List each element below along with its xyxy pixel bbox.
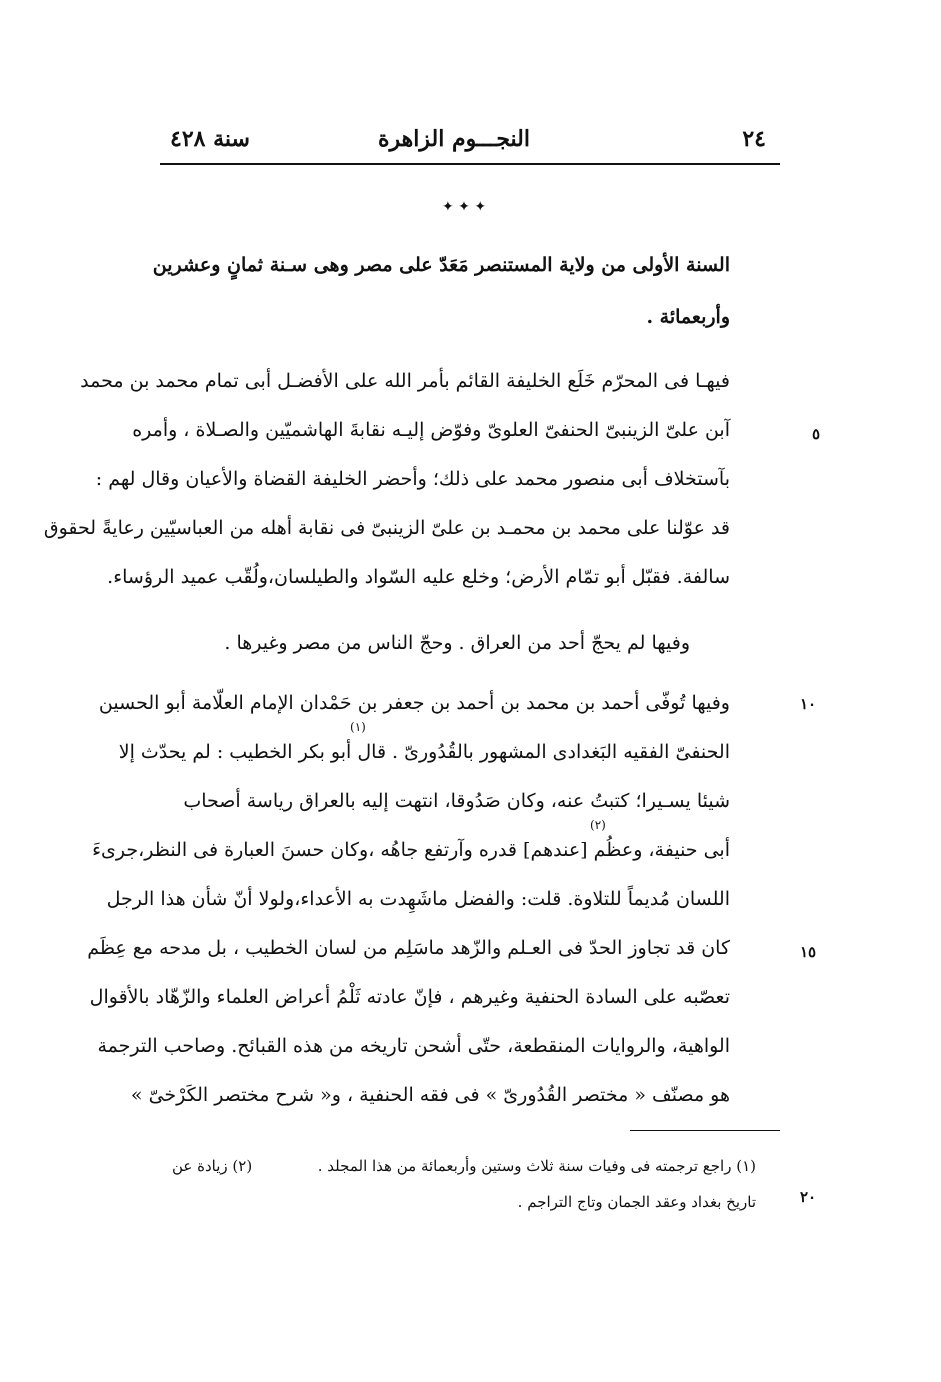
line-number-20: ٢٠ [800,1188,817,1206]
footnote-1: (١) راجع ترجمته فى وفيات سنة ثلاث وستين وأربعمائة من هذا المجلد . [317,1157,756,1175]
footnote-2-start: (٢) زيادة عن [172,1157,253,1175]
running-year: سنة ٤٢٨ [170,126,250,152]
running-title: النجـــوم الزاهرة [378,126,530,152]
running-header [160,122,780,158]
text-line: السنة الأولى من ولاية المستنصر مَعَدّ على مصر وهى سـنة ثمانٍ وعشرين [152,254,730,276]
caliph-paragraph [43,366,730,606]
footnote-rule [630,1130,780,1131]
footnote-ref-1: (١) [350,720,366,734]
text-line: وفيها لم يحجّ أحد من العراق . وحجّ الناس من مصر وغيرها . [224,632,690,654]
line-number-15: ١٥ [800,943,817,961]
text-line: الواهية، والروايات المنقطعة، حتّى أشحن تاريخه من هذه القبائح. وصاحب الترجمة [97,1035,730,1057]
text-line: قد عوّلنا على محمد بن محمـد بن علىّ الزينبىّ فى نقابة أهله من العباسيّين رعايةً لحقوق [43,517,730,539]
text-line: فيهـا فى المحرّم خَلَع الخليفة القائم بأمر الله على الأفضـل أبى تمام محمد بن محمد [80,370,730,392]
pilgrimage-paragraph [168,628,730,668]
footnote-ref-2: (٢) [590,818,606,832]
text-line: سالفة. فقبّل أبو تمّام الأرض؛ وخلع عليه السّواد والطيلسان،ولُقّب عميد الرؤساء. [107,566,730,588]
year-heading-paragraph [152,250,730,340]
text-line: الحنفىّ الفقيه البَغدادى المشهور بالقُدُورىّ . قال أبو بكر الخطيب : لم يحدّث إلا [118,741,730,763]
text-line: هو مصنّف « مختصر القُدُورىّ » فى فقه الحنفية ، و« شرح مختصر الكَرْخىّ » [130,1084,730,1106]
footnote-2-continued: تاريخ بغداد وعقد الجمان وتاج التراجم . [517,1193,756,1211]
text-line: أبى حنيفة، وعظُم [عندهم] قدره وآرتفع جاهُه ،وكان حسنَ العبارة فى النظر،جرىءَ [92,839,730,861]
text-line: تعصّبه على السادة الحنفية وغيرهم ، فإنّ عادته ثَلْمُ أعراض العلماء والزّهّاد بالأقوال [89,986,730,1008]
text-line: آبن علىّ الزينبىّ الحنفىّ العلوىّ وفوّض إليـه نقابةَ الهاشميّين والصـلاة ، وأمره [132,419,730,441]
text-line: وفيها تُوفّى أحمد بن محمد بن أحمد بن جعفر بن حَمْدان الإمام العلّامة أبو الحسين [98,692,730,714]
header-rule [160,163,780,165]
section-ornament: ✦ ✦ ✦ [441,199,487,215]
text-line: اللسان مُديماً للتلاوة. قلت: والفضل ماشَهِدت به الأعداء،ولولا أنّ شأن هذا الرجل [106,888,730,910]
line-number-10: ١٠ [800,695,817,713]
text-line: وأربعمائة . [646,306,730,328]
text-line: بآستخلاف أبى منصور محمد على ذلك؛ وأحضر الخليفة القضاة والأعيان وقال لهم : [95,468,730,490]
line-number-5: ٥ [812,425,821,443]
text-line: كان قد تجاوز الحدّ فى العـلم والزّهد ماسَلِم من لسان الخطيب ، بل مدحه مع عِظَم [87,937,730,959]
text-line: شيئا يسـيرا؛ كتبتُ عنه، وكان صَدُوقا، انتهت إليه بالعراق رياسة أصحاب [183,790,730,812]
page-number: ٢٤ [742,126,766,152]
obituary-paragraph [87,688,730,1128]
